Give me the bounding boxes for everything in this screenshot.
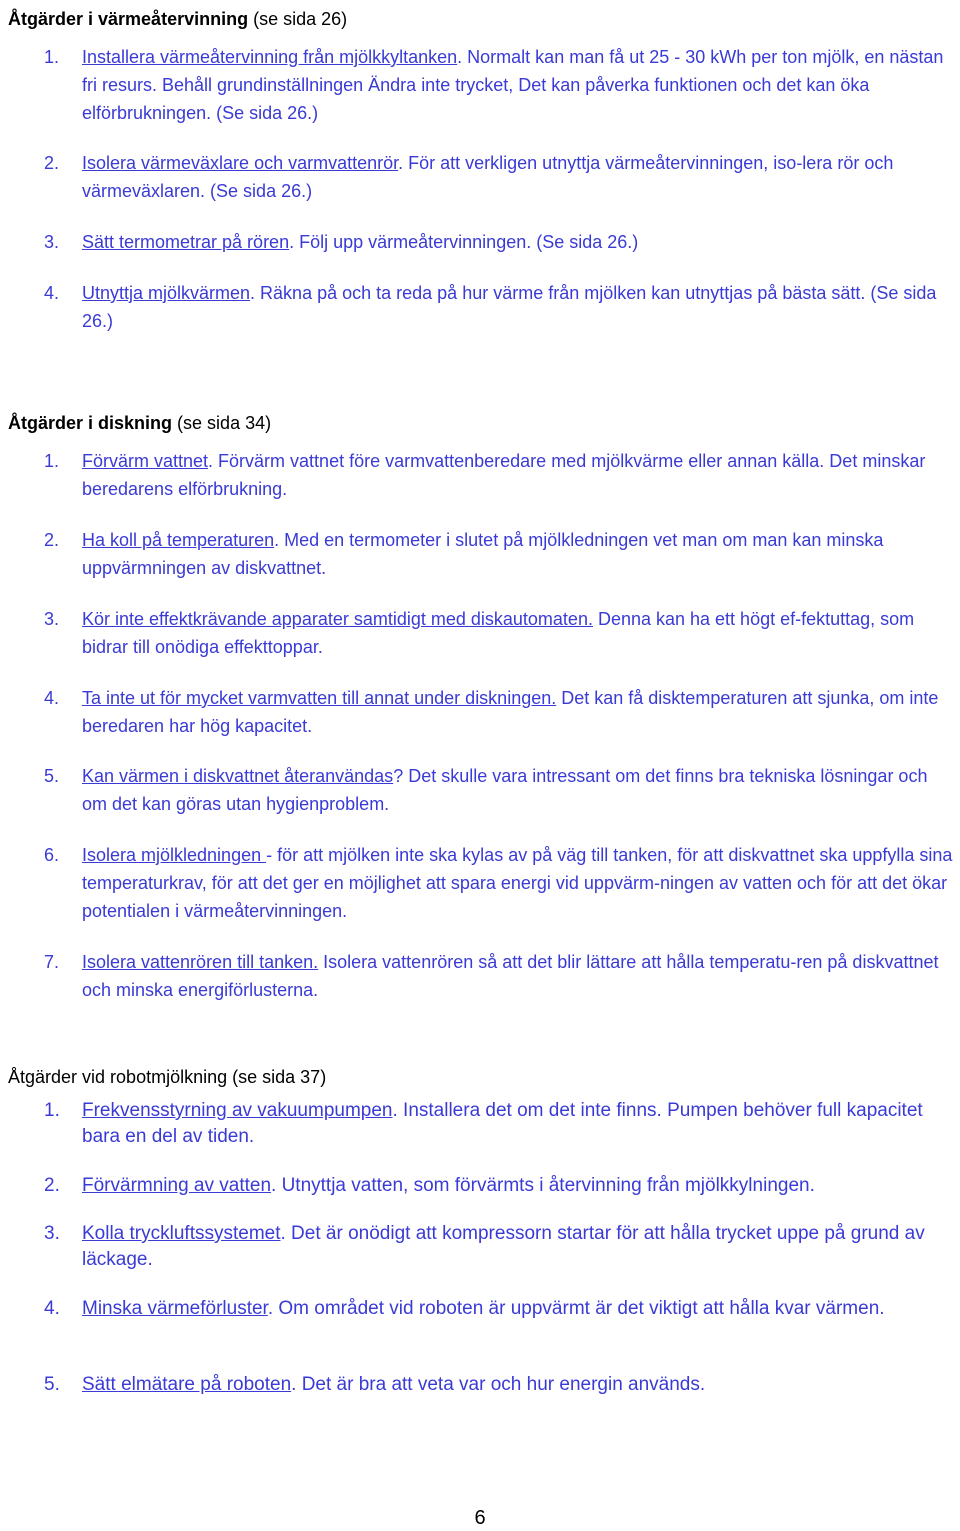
list-item-text: . Utnyttja vatten, som förvärmts i återvinning från mjölkkylningen. (271, 1175, 815, 1196)
list-item-link[interactable]: Isolera värmeväxlare och varmvattenrör (82, 153, 399, 173)
list-item-number: 4. (44, 283, 60, 303)
section-heading-vatmeatervinning (8, 7, 347, 31)
list-item-body (82, 1372, 956, 1398)
list-item-number: 3. (44, 609, 60, 629)
list-item-link[interactable]: Ta inte ut för mycket varmvatten till annat under diskningen. (82, 688, 557, 708)
list-item-text: . Räkna på och ta reda på hur värme från mjölken kan utnyttjas på bästa sätt. (Se sida 26.) (82, 283, 937, 331)
list-item-link[interactable]: Förvärmning av vatten (82, 1175, 272, 1196)
list-item-link[interactable]: Minska värmeförluster (82, 1298, 268, 1319)
list-item-text: . Om området vid roboten är uppvärmt är det viktigt att hålla kvar värmen. (267, 1298, 885, 1319)
list-item-text: - för att mjölken inte ska kylas av på väg till tanken, för att diskvattnet ska uppfylla sina temperaturkrav, för att det ger en möjlighet att spara energi vid uppvärm-ningen av vatten och för att det ökar potentialen i värmeåtervinningen. (82, 845, 953, 921)
list-item-number: 5. (44, 766, 60, 786)
list-item-body (82, 1296, 956, 1322)
list-item-number: 3. (44, 1223, 60, 1244)
list-item-number: 1. (44, 451, 60, 471)
list-item-number: 2. (44, 153, 60, 173)
list-item-body (82, 279, 956, 335)
list-item-body (82, 762, 956, 818)
list-item-text: Denna kan ha ett högt ef-fektuttag, som bidrar till onödiga effekttoppar. (82, 609, 915, 657)
list-item-link[interactable]: Kolla tryckluftssystemet (82, 1223, 281, 1244)
list-item-number: 5. (44, 1374, 60, 1395)
list-item-link[interactable]: Frekvensstyrning av vakuumpumpen (82, 1100, 393, 1121)
section-heading-diskning (8, 411, 271, 435)
list-item-body (82, 149, 956, 205)
list-item-text: . Det är bra att veta var och hur energin används. (291, 1374, 706, 1395)
section-heading-ref: (se sida 34) (177, 413, 272, 433)
list-item-number: 7. (44, 952, 60, 972)
list-item-text: . Normalt kan man få ut 25 - 30 kWh per ton mjölk, en nästan fri resurs. Behåll grundinställningen Ändra inte trycket, Det kan påverka funktionen och det kan öka elförbrukningen. (Se sida 26.) (82, 47, 944, 123)
list-item-body (82, 605, 956, 661)
list-item-link[interactable]: Installera värmeåtervinning från mjölkkyltanken (82, 47, 458, 67)
list-item-text: . För att verkligen utnyttja värmeåtervinningen, iso-lera rör och värmeväxlaren. (Se sida 26.) (82, 153, 894, 201)
list-item-body (82, 526, 956, 582)
list-item-number: 4. (44, 1298, 60, 1319)
list-item-text: . Det är onödigt att kompressorn startar för att hålla trycket uppe på grund av läckage. (82, 1223, 925, 1270)
list-item-body (82, 43, 956, 127)
list-item-number: 1. (44, 47, 60, 67)
list-item-number: 4. (44, 688, 60, 708)
list-item-text: . Förvärm vattnet före varmvattenberedare med mjölkvärme eller annan källa. Det minskar beredarens elförbrukning. (82, 451, 926, 499)
list-item-link[interactable]: Isolera vattenrören till tanken. (82, 952, 319, 972)
list-item-link[interactable]: Sätt elmätare på roboten (82, 1374, 292, 1395)
section-heading-robotmjolkning (8, 1065, 326, 1089)
section-heading-ref: (se sida 26) (253, 9, 348, 29)
list-item-number: 2. (44, 530, 60, 550)
list-item-number: 6. (44, 845, 60, 865)
list-item-text: . Installera det om det inte finns. Pumpen behöver full kapacitet bara en del av tiden. (82, 1100, 923, 1147)
list-item-text: . Följ upp värmeåtervinningen. (Se sida 26.) (289, 232, 639, 252)
list-item-body (82, 447, 956, 503)
list-item-text: . Med en termometer i slutet på mjölkledningen vet man om man kan minska uppvärmningen av diskvattnet. (82, 530, 884, 578)
list-item-text: ? Det skulle vara intressant om det finns bra tekniska lösningar och om det kan göras utan hygienproblem. (82, 766, 928, 814)
list-item-body (82, 684, 956, 740)
page-number: 6 (474, 1507, 486, 1529)
section-heading-title: Åtgärder i värmeåtervinning (8, 9, 249, 29)
list-item-link[interactable]: Förvärm vattnet (82, 451, 209, 471)
list-item-body (82, 841, 956, 925)
list-item-body (82, 1173, 956, 1199)
list-item-link[interactable]: Sätt termometrar på rören (82, 232, 290, 252)
section-heading-ref: (se sida 37) (232, 1067, 327, 1087)
list-item-body (82, 1221, 956, 1273)
list-item-link[interactable]: Utnyttja mjölkvärmen (82, 283, 251, 303)
list-item-number: 3. (44, 232, 60, 252)
list-item-link[interactable]: Kan värmen i diskvattnet återanvändas (82, 766, 394, 786)
list-item-number: 2. (44, 1175, 60, 1196)
list-item-link[interactable]: Kör inte effektkrävande apparater samtidigt med diskautomaten. (82, 609, 593, 629)
list-item-text: Det kan få disktemperaturen att sjunka, om inte beredaren har hög kapacitet. (82, 688, 939, 736)
list-item-link[interactable]: Ha koll på temperaturen (82, 530, 275, 550)
list-item-body (82, 228, 956, 256)
list-item-body (82, 948, 956, 1004)
section-heading-title: Åtgärder i diskning (8, 413, 173, 433)
list-item-body (82, 1098, 956, 1150)
list-item-link[interactable]: Isolera mjölkledningen (82, 845, 267, 865)
list-item-number: 1. (44, 1100, 60, 1121)
section-heading-title: Åtgärder vid robotmjölkning (8, 1067, 228, 1087)
list-item-text: Isolera vattenrören så att det blir lättare att hålla temperatu-ren på diskvattnet och minska energiförlusterna. (82, 952, 939, 1000)
